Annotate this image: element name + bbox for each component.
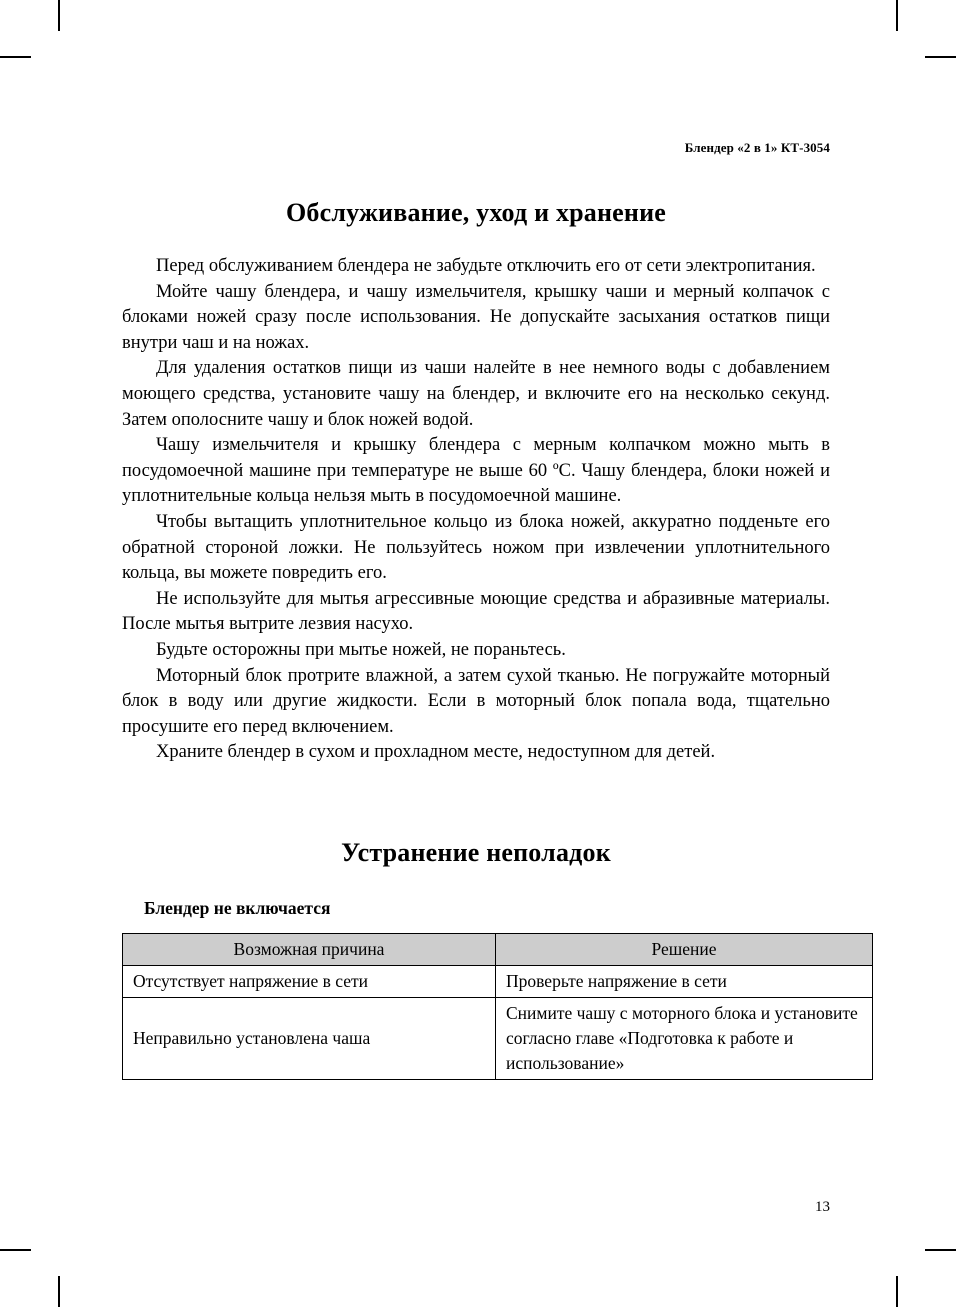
paragraph: Моторный блок протрите влажной, а затем сухой тканью. Не погружайте моторный блок в воду или другие жидкости. Если в моторный блок попала вода, тщательно просушите его перед включением. <box>122 665 830 737</box>
table-cell-solution: Снимите чашу с моторного блока и установите согласно главе «Подготовка к работе и использование» <box>496 997 873 1079</box>
crop-mark-bottom-right-vertical <box>896 1276 898 1307</box>
table-header-row <box>123 933 873 965</box>
running-head: Блендер «2 в 1» КТ-3054 <box>684 140 830 155</box>
crop-mark-top-right-vertical <box>896 0 898 31</box>
troubleshooting-table <box>122 933 873 1080</box>
table-cell-cause: Неправильно установлена чаша <box>123 997 496 1079</box>
crop-mark-bottom-right-horizontal <box>925 1249 956 1251</box>
table-cell-solution: Проверьте напряжение в сети <box>496 965 873 997</box>
page-title: Обслуживание, уход и хранение <box>285 198 667 227</box>
paragraph: Для удаления остатков пищи из чаши налейте в нее немного воды с добавлением моющего средства, установите чашу на блендер, и включите его на несколько секунд. Затем ополосните чашу и блок ножей водой. <box>122 358 830 430</box>
paragraph: Перед обслуживанием блендера не забудьте отключить его от сети электропитания. <box>156 256 816 276</box>
paragraph: Не используйте для мытья агрессивные моющие средства и абразивные материалы. После мытья вытрите лезвия насухо. <box>122 588 830 635</box>
crop-mark-top-left-vertical <box>58 0 60 31</box>
paragraph: Храните блендер в сухом и прохладном месте, недоступном для детей. <box>156 742 716 763</box>
paragraph: Будьте осторожны при мытье ножей, не пораньтесь. <box>156 639 566 660</box>
paragraph: Мойте чашу блендера, и чашу измельчителя, крышку чаши и мерный колпачок с блоками ножей сразу после использования. Не допускайте засыхания остатков пищи внутри чаш и на ножах. <box>122 281 830 353</box>
crop-mark-bottom-left-horizontal <box>0 1249 31 1251</box>
table-row <box>123 965 873 997</box>
paragraph: Чтобы вытащить уплотнительное кольцо из блока ножей, аккуратно подденьте его обратной стороной ложки. Не пользуйтесь ножом при извлечении уплотнительного кольца, вы можете повредить его. <box>122 511 830 584</box>
table-row <box>123 997 873 1079</box>
section-spacer <box>122 766 830 838</box>
table-header-cause: Возможная причина <box>123 933 496 965</box>
troubleshooting-subtitle: Блендер не включается <box>144 897 331 918</box>
troubleshooting-title: Устранение неполадок <box>341 837 611 867</box>
table-header-solution: Решение <box>496 933 873 965</box>
page-number: 13 <box>815 1199 830 1215</box>
paragraph: Чашу измельчителя и крышку блендера с мерным колпачком можно мыть в посудомоечной машине при температуре не выше 60 ºC. Чашу блендера, блоки ножей и уплотнительные кольца нельзя мыть в посудомоечной машине. <box>122 435 830 507</box>
table-cell-cause: Отсутствует напряжение в сети <box>123 965 496 997</box>
crop-mark-top-right-horizontal <box>925 56 956 58</box>
crop-mark-bottom-left-vertical <box>58 1276 60 1307</box>
page-content <box>122 140 858 1215</box>
crop-mark-top-left-horizontal <box>0 56 31 58</box>
